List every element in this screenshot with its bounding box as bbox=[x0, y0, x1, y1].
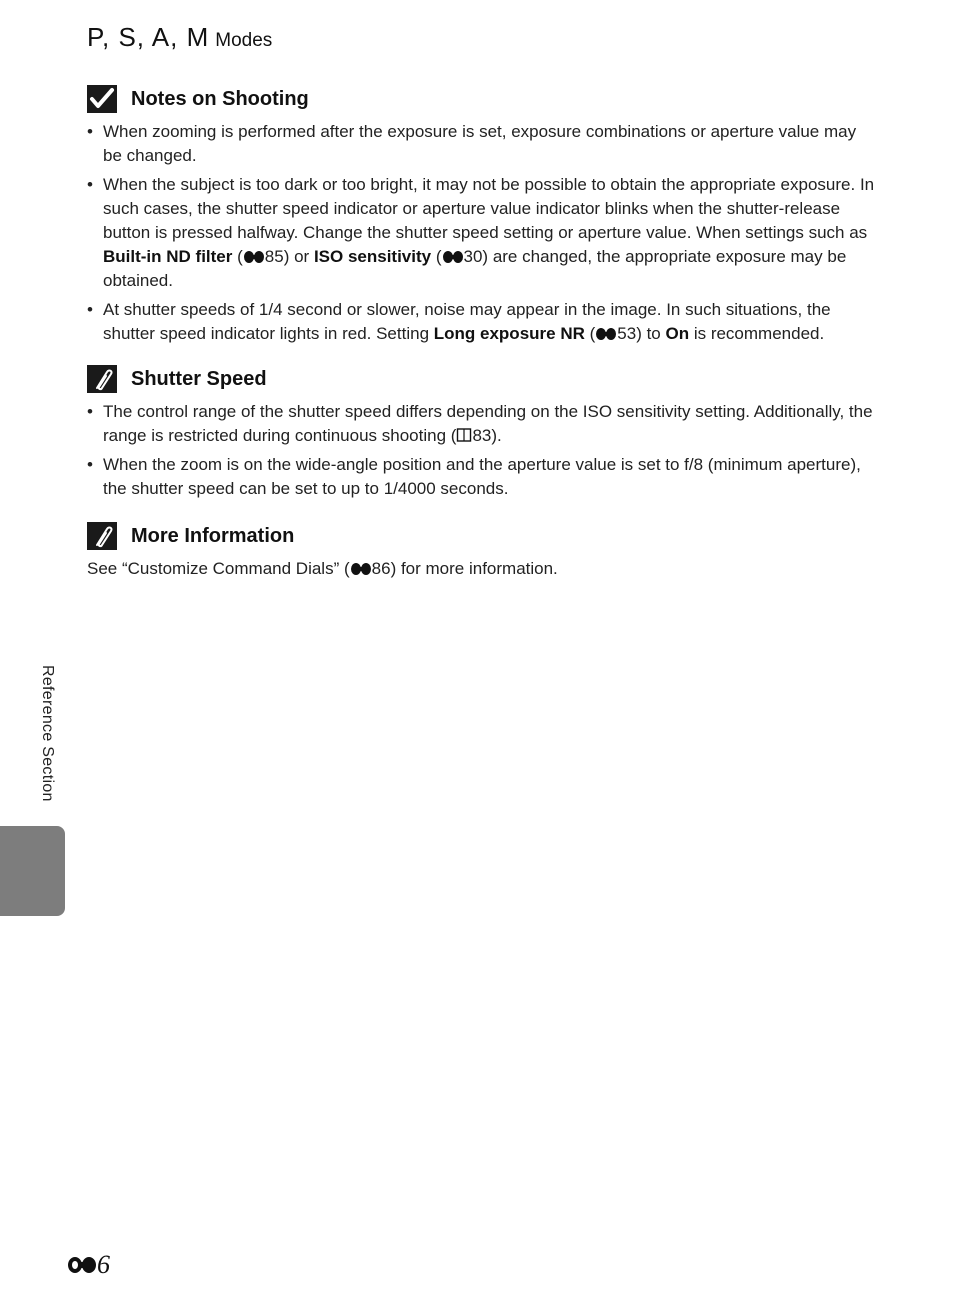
check-mark-icon bbox=[87, 85, 117, 113]
section-title: More Information bbox=[131, 524, 295, 547]
section-shutter-speed bbox=[87, 364, 877, 506]
section-title: Notes on Shooting bbox=[131, 87, 309, 110]
term-long-exposure-nr: Long exposure NR bbox=[433, 324, 585, 343]
list-item: • When the zoom is on the wide-angle position and the aperture value is set to f/8 (minimum aperture), the shutter speed can be set to up to 1/4000 seconds. bbox=[87, 453, 877, 501]
page-header bbox=[87, 22, 272, 53]
section-title: Shutter Speed bbox=[131, 367, 267, 390]
section-heading bbox=[87, 521, 877, 551]
list-item: • The control range of the shutter speed differs depending on the ISO sensitivity setting. Additionally, the range is restricted during continuous shooting ( 83). bbox=[87, 400, 877, 448]
section-heading bbox=[87, 84, 877, 114]
bullet-list bbox=[87, 400, 877, 501]
section-heading bbox=[87, 364, 877, 394]
term-on: On bbox=[665, 324, 690, 343]
list-item: • At shutter speeds of 1/4 second or slower, noise may appear in the image. In such situations, the shutter speed indicator lights in red. Setting Long exposure NR ( 53) to On is recommended. bbox=[87, 298, 877, 346]
section-more-information bbox=[87, 521, 877, 581]
list-item: • When the subject is too dark or too bright, it may not be possible to obtain the appropriate exposure. In such cases, the shutter speed indicator or aperture value indicator blinks when the shutter-release button is pressed halfway. Change the shutter speed setting or aperture value. When settings such as Built-in ND filter ( 85) or ISO sensitivity ( 30) are changed, the appropriate exposure may be obtained. bbox=[87, 173, 877, 293]
reference-e-icon bbox=[350, 562, 372, 576]
reference-e-icon bbox=[595, 327, 617, 341]
book-reference-icon bbox=[456, 427, 472, 443]
list-item: • When zooming is performed after the exposure is set, exposure combinations or aperture value may be changed. bbox=[87, 120, 877, 168]
bullet-list bbox=[87, 120, 877, 346]
sidebar-section-label: Reference Section bbox=[39, 665, 56, 802]
more-information-text: See “Customize Command Dials” ( 86) for more information. bbox=[87, 559, 558, 578]
modes-word: Modes bbox=[215, 30, 273, 51]
paperclip-icon bbox=[87, 365, 117, 393]
reference-e-icon bbox=[243, 250, 265, 264]
paperclip-icon bbox=[87, 522, 117, 550]
reference-e-icon bbox=[442, 250, 464, 264]
reference-e-icon bbox=[67, 1255, 97, 1275]
term-iso-sensitivity: ISO sensitivity bbox=[313, 247, 432, 266]
modes-label: P, S, A, M bbox=[87, 22, 210, 52]
section-notes-on-shooting bbox=[87, 84, 877, 351]
term-built-in-nd-filter: Built-in ND filter bbox=[103, 247, 233, 266]
sidebar-section-tab bbox=[0, 826, 65, 916]
page-number bbox=[67, 1250, 110, 1280]
page-number-value: 6 bbox=[97, 1250, 110, 1279]
